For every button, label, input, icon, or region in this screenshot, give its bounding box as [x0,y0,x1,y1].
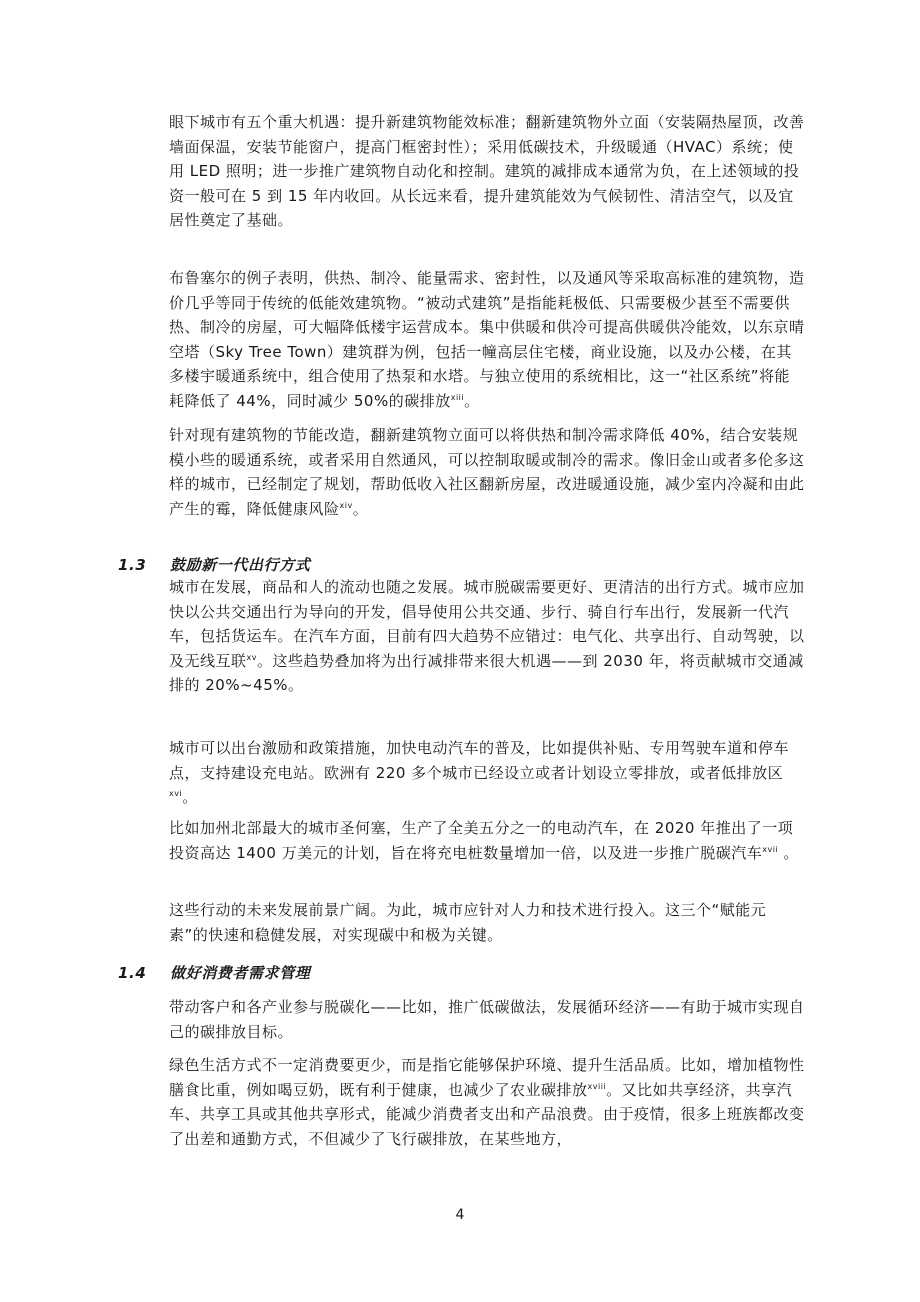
endnote-marker[interactable]: xvii [762,844,779,854]
section-number: 1.4 [118,964,147,982]
paragraph-text: 城市可以出台激励和政策措施，加快电动汽车的普及，比如提供补贴、专用驾驶车道和停车点，支持建设充电站。欧洲有 220 多个城市已经设立或者计划设立零排放，或者低排放区 [169,739,790,782]
paragraph-san-jose [169,816,805,865]
paragraph-text-end: 。 [352,499,369,518]
paragraph-text: 这些行动的未来发展前景广阔。为此，城市应针对人力和技术进行投入。这三个“赋能元素”的快速和稳健发展，对实现碳中和极为关键。 [169,901,767,944]
section-title: 做好消费者需求管理 [170,964,311,982]
endnote-marker[interactable]: xiii [450,392,465,402]
endnote-marker[interactable]: xvi [169,789,183,799]
section-heading-1-3 [118,554,310,575]
endnote-marker[interactable]: xiv [339,500,353,510]
endnote-marker[interactable]: xviii [587,1081,607,1091]
paragraph-text: 布鲁塞尔的例子表明，供热、制冷、能量需求、密封性，以及通风等采取高标准的建筑物，造价几乎等同于传统的低能效建筑物。“被动式建筑”是指能耗极低、只需要极少甚至不需要供热、制冷的房屋，可大幅降低楼宇运营成本。集中供暖和供冷可提高供暖供冷能效，以东京晴空塔（Sky Tree Town）建筑群为例，包括一幢高层住宅楼，商业设施，以及办公楼，在其多楼宇暖通系统中，组合使用了热泵和水塔。与独立使用的系统相比，这一“社区系统”将能耗降低了 44%，同时减少 50%的碳排放 [169,269,805,410]
paragraph-text: 比如加州北部最大的城市圣何塞，生产了全美五分之一的电动汽车，在 2020 年推出了一项投资高达 1400 万美元的计划，旨在将充电桩数量增加一倍，以及进一步推广脱碳汽车 [169,819,794,862]
paragraph-text-end: 。 [464,391,480,410]
paragraph-text-end: 。 [182,788,198,807]
paragraph-text: 城市在发展，商品和人的流动也随之发展。城市脱碳需要更好、更清洁的出行方式。城市应加快以公共交通出行为导向的开发，倡导使用公共交通、步行、骑自行车出行，发展新一代汽车，包括货运车。在汽车方面，目前有四大趋势不应错过：电气化、共享出行、自动驾驶，以及无线互联 [169,578,805,670]
paragraph-building-opportunities [169,110,805,233]
paragraph-green-lifestyle [169,1053,805,1151]
paragraph-brussels-example [169,266,805,414]
section-number: 1.3 [118,556,147,574]
endnote-marker[interactable]: xv [246,652,257,662]
paragraph-text: 眼下城市有五个重大机遇：提升新建筑物能效标准；翻新建筑物外立面（安装隔热屋顶，改善墙面保温，安装节能窗户，提高门框密封性）；采用低碳技术，升级暖通（HVAC）系统；使用 LED 照明；进一步推广建筑物自动化和控制。建筑的减排成本通常为负，在上述领域的投资一般可在 5 到 15 年内收回。从长远来看，提升建筑能效为气候韧性、清洁空气，以及宜居性奠定了基础。 [169,113,805,230]
section-heading-1-4 [118,962,310,983]
paragraph-mobility [169,575,805,698]
paragraph-enablers [169,898,805,947]
paragraph-ev-incentives [169,736,805,810]
section-title: 鼓励新一代出行方式 [170,556,311,574]
paragraph-text: 针对现有建筑物的节能改造，翻新建筑物立面可以将供热和制冷需求降低 40%，结合安装规模小些的暖通系统，或者采用自然通风，可以控制取暖或制冷的需求。像旧金山或者多伦多这样的城市，已经制定了规划，帮助低收入社区翻新房屋，改进暖通设施，减少室内冷凝和由此产生的霉，降低健康风险 [169,426,805,518]
paragraph-customer-engagement [169,995,805,1044]
paragraph-text-end: 。又比如共享经济，共享汽车、共享工具或其他共享形式，能减少消费者支出和产品浪费。由于疫情，很多上班族都改变了出差和通勤方式，不但减少了飞行碳排放，在某些地方， [169,1080,805,1148]
paragraph-text: 带动客户和各产业参与脱碳化——比如，推广低碳做法，发展循环经济——有助于城市实现自己的碳排放目标。 [169,998,805,1041]
paragraph-text-end: 。这些趋势叠加将为出行减排带来很大机遇——到 2030 年，将贡献城市交通减排的 20%~45%。 [169,651,804,695]
page-number: 4 [455,1207,465,1223]
paragraph-text: 绿色生活方式不一定消费要更少，而是指它能够保护环境、提升生活品质。比如，增加植物性膳食比重，例如喝豆奶，既有利于健康，也减少了农业碳排放 [169,1056,805,1099]
paragraph-text-end: 。 [778,843,799,862]
paragraph-retrofit [169,423,805,521]
